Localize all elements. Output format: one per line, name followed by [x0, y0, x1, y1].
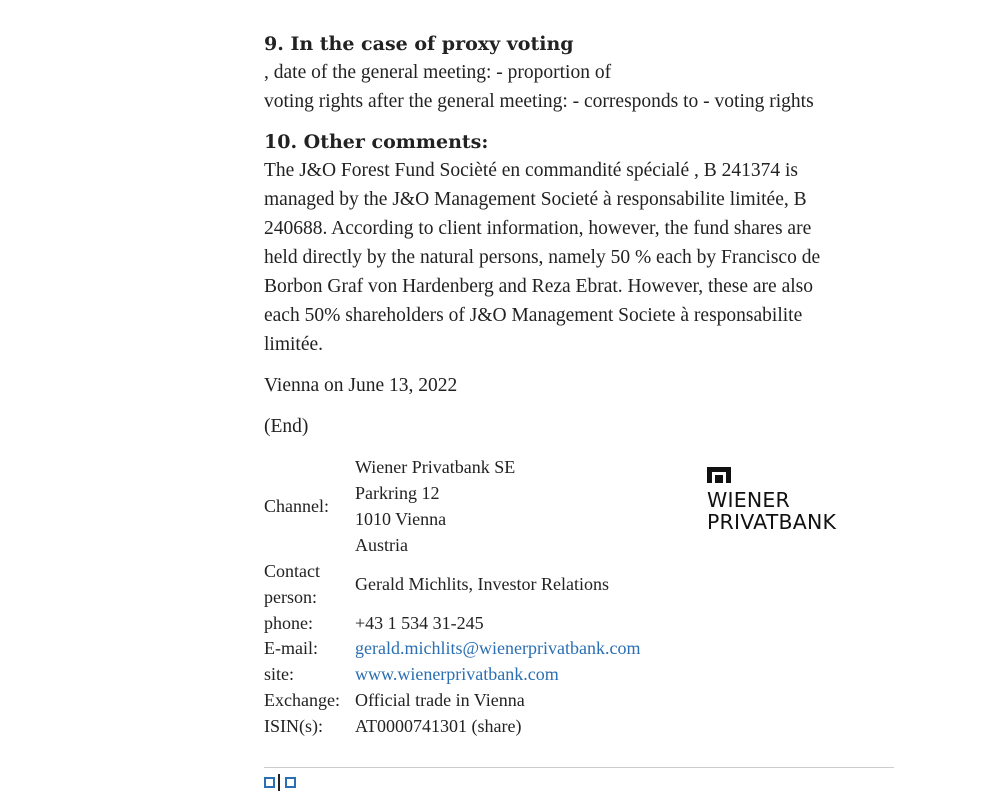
square-outline-icon[interactable]	[285, 777, 296, 788]
isin-label: ISIN(s):	[264, 716, 323, 736]
place-date: Vienna on June 13, 2022	[264, 375, 458, 396]
section-9-line: voting rights after the general meeting: - corresponds to - voting rights	[264, 91, 814, 112]
phone-label: phone:	[264, 613, 313, 633]
section-9-line: , date of the general meeting: - proportion of	[264, 62, 612, 83]
section-10-text	[264, 156, 894, 359]
exchange-label: Exchange:	[264, 690, 340, 710]
contact-label-line: person:	[264, 587, 317, 607]
section-10-line: The J&O Forest Fund Socièté en commandité spécialé , B 241374 is	[264, 160, 798, 181]
section-9-title: 9. In the case of proxy voting	[264, 33, 574, 55]
contact-info-table	[264, 454, 894, 739]
section-10-title: 10. Other comments:	[264, 131, 489, 153]
logo-line: PRIVATBANK	[707, 510, 837, 534]
channel-line: 1010 Vienna	[355, 509, 447, 529]
contact-person-value: Gerald Michlits, Investor Relations	[355, 574, 609, 594]
isin-row	[264, 713, 894, 739]
footer-icons	[264, 774, 296, 791]
section-10-line: limitée.	[264, 334, 324, 355]
section-10-line: 240688. According to client information, however, the fund shares are	[264, 218, 812, 239]
logo-wordmark	[707, 489, 847, 533]
isin-value: AT0000741301 (share)	[355, 716, 522, 736]
contact-label-line: Contact	[264, 561, 320, 581]
phone-value: +43 1 534 31-245	[355, 613, 484, 633]
channel-line: Parkring 12	[355, 483, 440, 503]
logo-mark-icon	[707, 467, 731, 483]
email-link[interactable]: gerald.michlits@wienerprivatbank.com	[355, 638, 641, 658]
exchange-value: Official trade in Vienna	[355, 690, 525, 710]
end-marker: (End)	[264, 416, 309, 437]
email-row	[264, 636, 894, 661]
site-row	[264, 661, 894, 687]
section-9-text	[264, 58, 894, 116]
article-body	[264, 30, 894, 739]
phone-row	[264, 610, 894, 636]
logo-line: WIENER	[707, 488, 790, 512]
site-label: site:	[264, 664, 294, 684]
channel-label: Channel:	[264, 496, 329, 516]
company-logo	[707, 467, 847, 533]
footer-divider	[264, 767, 894, 768]
section-10-line: held directly by the natural persons, namely 50 % each by Francisco de	[264, 247, 821, 268]
contact-person-label	[264, 558, 355, 610]
square-outline-icon[interactable]	[264, 777, 275, 788]
section-10	[264, 128, 894, 359]
channel-line: Austria	[355, 535, 408, 555]
section-9	[264, 30, 894, 116]
exchange-row	[264, 687, 894, 713]
section-10-line: managed by the J&O Management Societé à responsabilite limitée, B	[264, 189, 807, 210]
email-label: E-mail:	[264, 638, 318, 658]
contact-person-row	[264, 558, 894, 610]
section-10-line: Borbon Graf von Hardenberg and Reza Ebrat. However, these are also	[264, 276, 813, 297]
separator	[278, 774, 280, 791]
channel-line: Wiener Privatbank SE	[355, 457, 516, 477]
section-10-line: each 50% shareholders of J&O Management Societe à responsabilite	[264, 305, 803, 326]
website-link[interactable]: www.wienerprivatbank.com	[355, 664, 559, 684]
